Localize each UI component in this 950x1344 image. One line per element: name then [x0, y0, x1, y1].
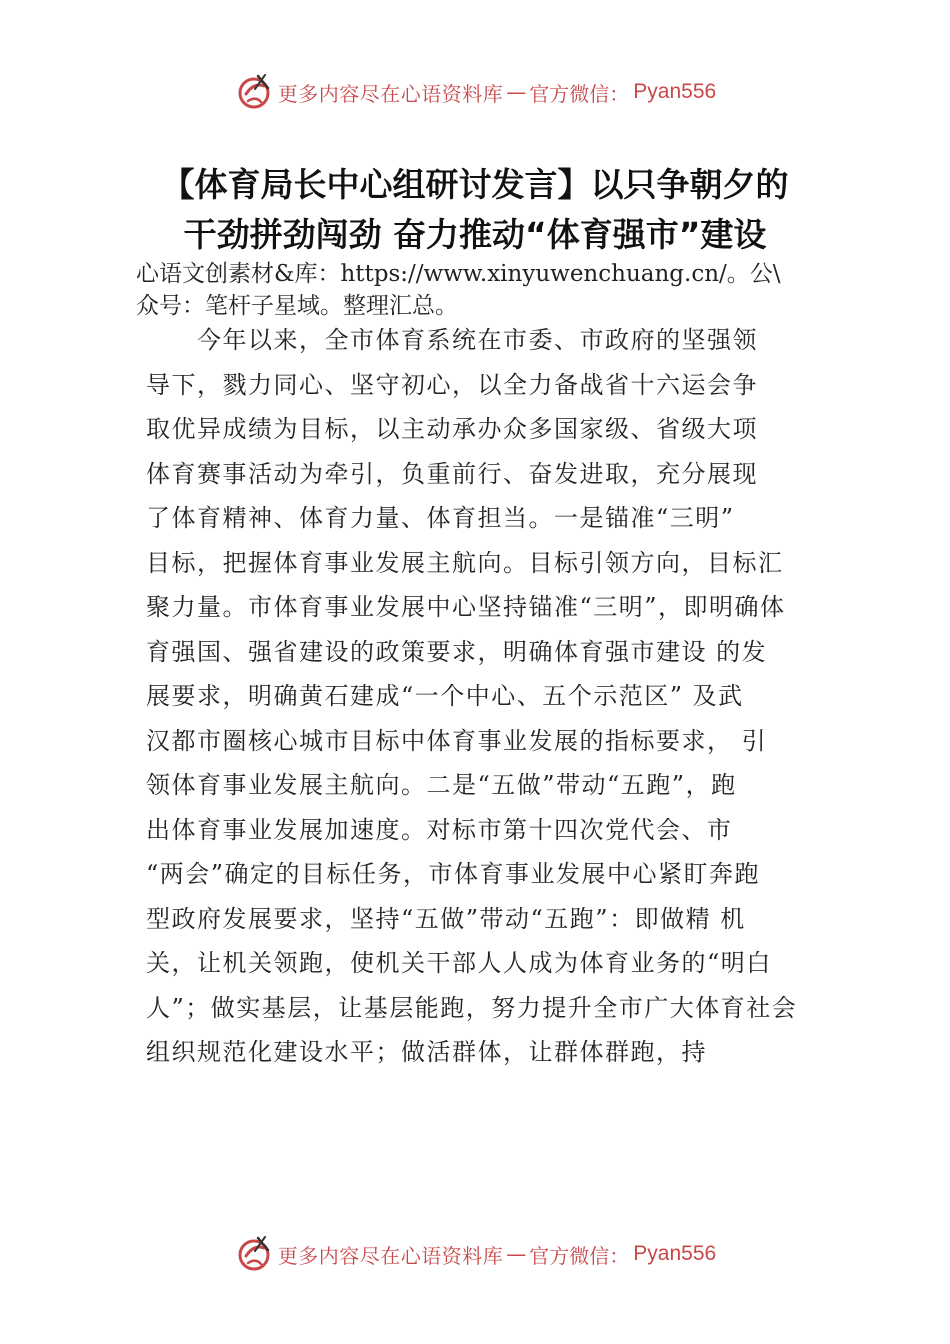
xinyu-logo-icon: [234, 1234, 274, 1274]
body-line: “两会”确定的目标任务，市体育事业发展中心紧盯奔跑: [146, 860, 761, 888]
banner-text: 更多内容尽在心语资料库: [277, 1243, 504, 1268]
body-line: 领体育事业发展主航向。二是“五做”带动“五跑”，跑: [146, 771, 737, 799]
body-line: 组织规范化建设水平；做活群体，让群体群跑，持: [146, 1038, 707, 1066]
banner-text: 更多内容尽在心语资料库: [277, 81, 504, 106]
body-line: 展要求，明确黄石建成“一个中心、五个示范区” 及武: [146, 682, 744, 710]
body-line: 关，让机关领跑，使机关干部人人成为体育业务的“明白: [146, 949, 772, 977]
document-title-line-1: 【体育局长中心组研讨发言】以只争朝夕的: [161, 165, 789, 204]
body-line: 了体育精神、体育力量、体育担当。一是锚准“三明”: [146, 504, 735, 532]
body-line: 出体育事业发展加速度。对标市第十四次党代会、市: [146, 815, 733, 844]
body-line: 体育赛事活动为牵引，负重前行、奋发进取，充分展现: [146, 459, 758, 488]
banner-wechat-label: 官方微信：: [529, 81, 630, 106]
banner-wechat-label: 官方微信：: [529, 1243, 630, 1268]
banner-separator: —: [506, 80, 527, 104]
body-line: 育强国、强省建设的政策要求，明确体育强市建设 的发: [146, 637, 768, 666]
source-note: [136, 258, 856, 322]
footer-banner: [0, 1234, 950, 1274]
body-line: 型政府发展要求，坚持“五做”带动“五跑”：即做精 机: [146, 904, 746, 933]
body-line: 人”；做实基层，让基层能跑，努力提升全市广大体育社会: [146, 993, 798, 1022]
body-line: 今年以来，全市体育系统在市委、市政府的坚强领: [146, 326, 758, 354]
body-paragraph: [146, 318, 846, 1075]
body-line: 目标，把握体育事业发展主航向。目标引领方向，目标汇: [146, 548, 784, 577]
body-line: 取优异成绩为目标，以主动承办众多国家级、省级大项: [146, 415, 758, 443]
source-note-line-2: 众号：笔杆子星域。整理汇总。: [136, 293, 458, 319]
source-note-line-1: 心语文创素材&库：https://www.xinyuwenchuang.cn/。公\: [136, 261, 781, 287]
header-banner: [0, 72, 950, 112]
banner-wechat-id: Pyan556: [633, 80, 717, 103]
body-line: 导下，戮力同心、坚守初心，以全力备战省十六运会争: [146, 370, 758, 399]
body-line: 汉都市圈核心城市目标中体育事业发展的指标要求， 引: [146, 726, 768, 755]
xinyu-logo-icon: [234, 72, 274, 112]
banner-wechat-id: Pyan556: [633, 1242, 717, 1265]
document-title-line-2: 干劲拼劲闯劲 奋力推动“体育强市”建设: [183, 215, 767, 254]
banner-separator: —: [506, 1242, 527, 1266]
body-line: 聚力量。市体育事业发展中心坚持锚准“三明”，即明确体: [146, 593, 786, 621]
